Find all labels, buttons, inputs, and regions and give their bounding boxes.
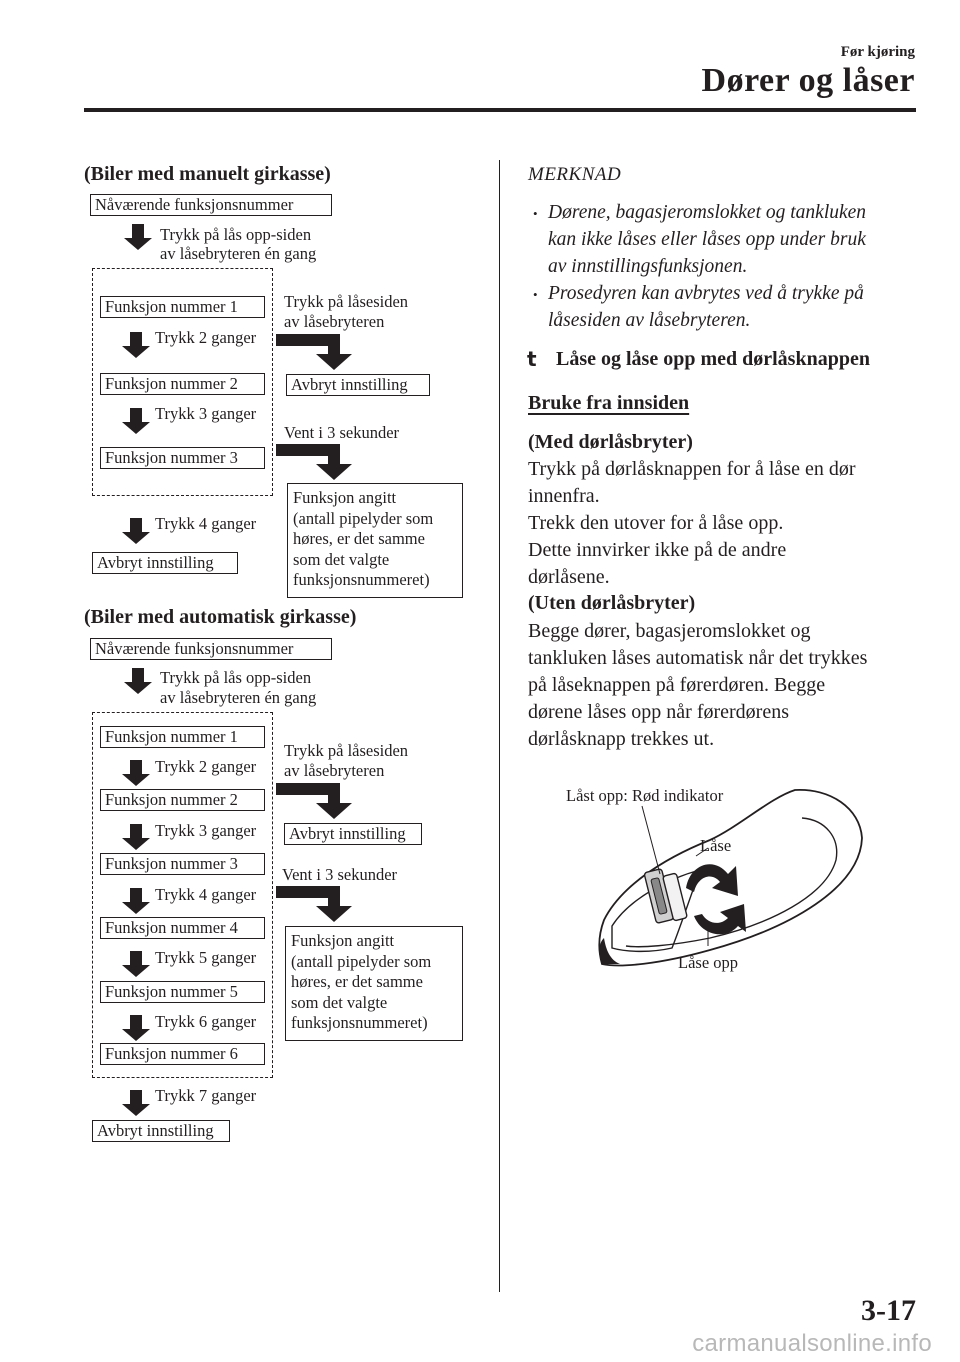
manual-press-lock-line1: Trykk på låsesiden bbox=[284, 292, 409, 311]
manual-set-line2: (antall pipelyder som bbox=[293, 508, 434, 528]
manual-set-line3: høres, er det samme bbox=[293, 529, 425, 548]
column-divider bbox=[499, 160, 500, 1292]
manual-function-1: Funksjon nummer 1 bbox=[100, 296, 265, 318]
without-switch-heading: (Uten dørlåsbryter) bbox=[528, 592, 696, 614]
figure-label-unlocked-indicator: Låst opp: Rød indikator bbox=[566, 786, 724, 805]
auto-press-5: Trykk 5 ganger bbox=[155, 948, 257, 967]
down-arrow-icon bbox=[122, 518, 152, 544]
bent-arrow-icon bbox=[276, 886, 356, 922]
page-number: 3-17 bbox=[861, 1294, 916, 1327]
manual-set-line1: Funksjon angitt bbox=[293, 488, 397, 507]
figure-label-unlock: Låse opp bbox=[678, 953, 739, 972]
note-bullet-2: • bbox=[533, 287, 538, 302]
with-switch-heading: (Med dørlåsbryter) bbox=[528, 431, 693, 453]
note-bullet-1: • bbox=[533, 206, 538, 221]
p1-line5: dørlåsene. bbox=[528, 566, 610, 588]
auto-function-5: Funksjon nummer 5 bbox=[100, 981, 265, 1003]
note-1-line3: av innstillingsfunksjonen. bbox=[548, 256, 748, 277]
p1-line4: Dette innvirker ikke på de andre bbox=[528, 539, 787, 561]
p1-line3: Trekk den utover for å låse opp. bbox=[528, 512, 784, 534]
manual-function-set bbox=[287, 483, 463, 598]
figure-label-lock: Låse bbox=[700, 836, 732, 855]
manual-press-unlock-line2: av låsebryteren én gang bbox=[160, 244, 317, 263]
down-arrow-icon bbox=[122, 1015, 152, 1041]
auto-function-set bbox=[285, 926, 463, 1041]
note-2-line2: låsesiden av låsebryteren. bbox=[548, 310, 751, 331]
down-arrow-icon bbox=[122, 888, 152, 914]
section-marker-icon: t bbox=[527, 347, 537, 371]
header-section: Før kjøring bbox=[840, 44, 915, 60]
down-arrow-icon bbox=[122, 824, 152, 850]
manual-function-2: Funksjon nummer 2 bbox=[100, 373, 265, 395]
auto-set-line2: (antall pipelyder som bbox=[291, 951, 432, 971]
header-rule bbox=[84, 108, 916, 112]
auto-press-unlock-line2: av låsebryteren én gang bbox=[160, 688, 317, 707]
down-arrow-icon bbox=[122, 408, 152, 434]
auto-press-7: Trykk 7 ganger bbox=[155, 1086, 257, 1105]
manual-press-4: Trykk 4 ganger bbox=[155, 514, 257, 533]
down-arrow-icon bbox=[122, 332, 152, 358]
auto-function-1: Funksjon nummer 1 bbox=[100, 726, 265, 748]
auto-press-unlock-line1: Trykk på lås opp-siden bbox=[160, 668, 312, 687]
auto-set-line4: som det valgte bbox=[291, 992, 388, 1012]
manual-set-line5: funksjonsnummeret) bbox=[293, 570, 430, 589]
auto-wait: Vent i 3 sekunder bbox=[282, 865, 398, 884]
manual-press-2: Trykk 2 ganger bbox=[155, 328, 257, 347]
p2-line4: dørene låses opp når førerdørens bbox=[528, 701, 790, 723]
auto-press-3: Trykk 3 ganger bbox=[155, 821, 257, 840]
section-title: Låse og låse opp med dørlåsknappen bbox=[556, 348, 870, 370]
auto-function-6: Funksjon nummer 6 bbox=[100, 1043, 265, 1065]
p2-line3: på låseknappen på førerdøren. Begge bbox=[528, 674, 826, 696]
note-1-line2: kan ikke låses eller låses opp under bruk bbox=[548, 229, 866, 250]
watermark: carmanualsonline.info bbox=[692, 1330, 932, 1357]
door-lock-illustration bbox=[590, 778, 910, 988]
auto-set-line1: Funksjon angitt bbox=[291, 931, 395, 950]
note-title: MERKNAD bbox=[528, 164, 622, 185]
down-arrow-icon bbox=[122, 760, 152, 786]
manual-heading: (Biler med manuelt girkasse) bbox=[84, 163, 331, 185]
auto-function-4: Funksjon nummer 4 bbox=[100, 917, 265, 939]
manual-press-unlock-line1: Trykk på lås opp-siden bbox=[160, 225, 312, 244]
auto-set-line3: høres, er det samme bbox=[291, 972, 423, 991]
manual-set-line4: som det valgte bbox=[293, 549, 390, 569]
manual-press-lock-line2: av låsebryteren bbox=[284, 312, 385, 331]
auto-function-3: Funksjon nummer 3 bbox=[100, 853, 265, 875]
auto-function-2: Funksjon nummer 2 bbox=[100, 789, 265, 811]
down-arrow-icon bbox=[122, 951, 152, 977]
bent-arrow-icon bbox=[276, 334, 356, 370]
auto-press-lock-line2: av låsebryteren bbox=[284, 761, 385, 780]
auto-heading: (Biler med automatisk girkasse) bbox=[84, 606, 357, 628]
down-arrow-icon bbox=[122, 1090, 152, 1116]
manual-cancel-right: Avbryt innstilling bbox=[286, 374, 430, 396]
p2-line2: tankluken låses automatisk når det trykkes bbox=[528, 647, 868, 669]
sub-title: Bruke fra innsiden bbox=[528, 392, 690, 414]
auto-press-6: Trykk 6 ganger bbox=[155, 1012, 257, 1031]
manual-function-3: Funksjon nummer 3 bbox=[100, 447, 265, 469]
p2-line1: Begge dører, bagasjeromslokket og bbox=[528, 620, 811, 642]
manual-current-function: Nåværende funksjonsnummer bbox=[90, 194, 332, 216]
page-title: Dører og låser bbox=[701, 62, 915, 99]
auto-press-4: Trykk 4 ganger bbox=[155, 885, 257, 904]
auto-cancel-bottom: Avbryt innstilling bbox=[92, 1120, 230, 1142]
auto-current-function: Nåværende funksjonsnummer bbox=[90, 638, 332, 660]
p1-line2: innenfra. bbox=[528, 485, 600, 507]
note-1-line1: Dørene, bagasjeromslokket og tankluken bbox=[548, 202, 867, 223]
manual-wait: Vent i 3 sekunder bbox=[284, 423, 400, 442]
p2-line5: dørlåsknapp trekkes ut. bbox=[528, 728, 715, 750]
bent-arrow-icon bbox=[276, 444, 356, 480]
manual-cancel-bottom: Avbryt innstilling bbox=[92, 552, 238, 574]
auto-press-2: Trykk 2 ganger bbox=[155, 757, 257, 776]
down-arrow-icon bbox=[124, 668, 154, 694]
bent-arrow-icon bbox=[276, 783, 356, 819]
auto-set-line5: funksjonsnummeret) bbox=[291, 1013, 428, 1032]
note-2-line1: Prosedyren kan avbrytes ved å trykke på bbox=[548, 283, 864, 304]
auto-cancel-right: Avbryt innstilling bbox=[284, 823, 422, 845]
manual-press-3: Trykk 3 ganger bbox=[155, 404, 257, 423]
down-arrow-icon bbox=[124, 224, 154, 250]
auto-press-lock-line1: Trykk på låsesiden bbox=[284, 741, 409, 760]
p1-line1: Trykk på dørlåsknappen for å låse en dør bbox=[528, 458, 856, 480]
